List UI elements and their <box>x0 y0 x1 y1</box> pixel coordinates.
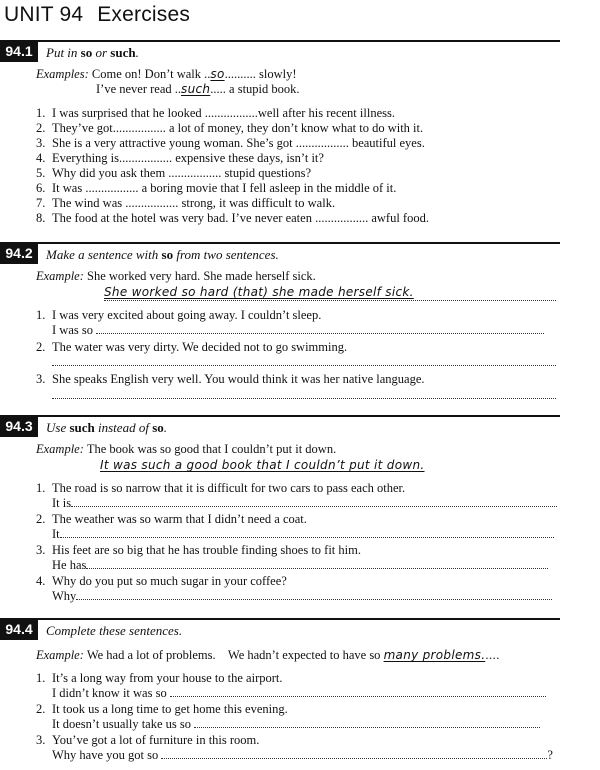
example-line: Examples: Come on! Don’t walk ..so.......... slowly! <box>36 67 297 81</box>
exercise-item[interactable]: 3. She is a very attractive young woman. She’s got ................. beautiful eyes. <box>36 136 425 150</box>
section-94-4 <box>0 618 600 762</box>
exercise-item[interactable]: 7. The wind was ................. strong, it was difficult to walk. <box>36 196 336 210</box>
example-answer-line <box>104 285 556 301</box>
exercise-item: 3. She speaks English very well. You would think it was her native language. <box>36 372 425 386</box>
answer-line[interactable]: It <box>52 527 554 542</box>
exercise-item: 3. You’ve got a lot of furniture in this room. <box>36 733 260 747</box>
exercise-item: 3. His feet are so big that he has trouble finding shoes to fit him. <box>36 543 361 557</box>
exercise-item: 1. The road is so narrow that it is difficult for two cars to pass each other. <box>36 481 406 495</box>
exercise-item: 1. I was very excited about going away. I couldn’t sleep. <box>36 308 322 322</box>
example-answer: It was such a good book that I couldn’t put it down. <box>100 458 425 472</box>
answer-line[interactable] <box>52 355 556 370</box>
exercise-item[interactable]: 8. The food at the hotel was very bad. I’ve never eaten ................. awful food. <box>36 211 429 225</box>
page-title <box>4 3 190 27</box>
section-number: 94.4 <box>0 618 38 640</box>
section-94-3 <box>0 415 600 603</box>
section-instruction: Use such instead of so. <box>46 420 167 435</box>
answer-line[interactable]: I didn’t know it was so <box>52 686 546 701</box>
exercise-item: 2. The water was very dirty. We decided not to go swimming. <box>36 340 348 354</box>
section-instruction: Put in so or such. <box>46 45 139 60</box>
answer-line[interactable]: Why <box>52 589 552 604</box>
exercise-item: 1. It’s a long way from your house to the airport. <box>36 671 283 685</box>
section-number: 94.3 <box>0 415 38 437</box>
example-line: Example: The book was so good that I couldn’t put it down. <box>36 442 337 456</box>
answer-line[interactable]: It is <box>52 496 557 511</box>
section-number: 94.1 <box>0 40 38 62</box>
exercise-item: 4. Why do you put so much sugar in your coffee? <box>36 574 287 588</box>
section-instruction: Make a sentence with so from two sentences. <box>46 247 279 262</box>
example-answer: many problems. <box>383 648 486 662</box>
example-answer: She worked so hard (that) she made herself sick. <box>104 285 414 299</box>
exercise-item: 2. It took us a long time to get home this evening. <box>36 702 288 716</box>
answer-line[interactable]: Why have you got so ? <box>52 748 553 762</box>
answer-line[interactable]: He has <box>52 558 548 573</box>
exercise-item[interactable]: 5. Why did you ask them ................. stupid questions? <box>36 166 312 180</box>
example-answer-line <box>100 458 425 473</box>
exercise-item[interactable]: 2. They’ve got................. a lot of money, they don’t know what to do with it. <box>36 121 424 135</box>
section-94-2 <box>0 242 600 386</box>
example-answer: such <box>181 82 211 96</box>
section-number: 94.2 <box>0 242 38 264</box>
unit-number: UNIT 94 <box>4 3 84 26</box>
unit-title-text: Exercises <box>97 3 191 26</box>
exercise-item: 2. The weather was so warm that I didn’t need a coat. <box>36 512 307 526</box>
answer-line[interactable]: I was so <box>52 323 556 338</box>
section-rule <box>0 40 560 42</box>
exercise-item[interactable]: 4. Everything is................. expensive these days, isn’t it? <box>36 151 324 165</box>
example-line: Example: We had a lot of problems. We hadn’t expected to have so many problems..... <box>36 648 500 662</box>
section-rule <box>0 415 560 417</box>
answer-line[interactable] <box>52 388 556 403</box>
section-94-1 <box>0 40 600 225</box>
exercise-item[interactable]: 1. I was surprised that he looked .................well after his recent illness. <box>36 106 395 120</box>
section-instruction: Complete these sentences. <box>46 623 183 638</box>
example-line: I’ve never read ..such..... a stupid book. <box>96 82 300 96</box>
section-rule <box>0 242 560 244</box>
example-line: Example: She worked very hard. She made herself sick. <box>36 269 316 283</box>
section-rule <box>0 618 560 620</box>
answer-line[interactable]: It doesn’t usually take us so <box>52 717 540 732</box>
example-answer: so <box>210 67 225 81</box>
exercise-item[interactable]: 6. It was ................. a boring movie that I fell asleep in the middle of it. <box>36 181 397 195</box>
